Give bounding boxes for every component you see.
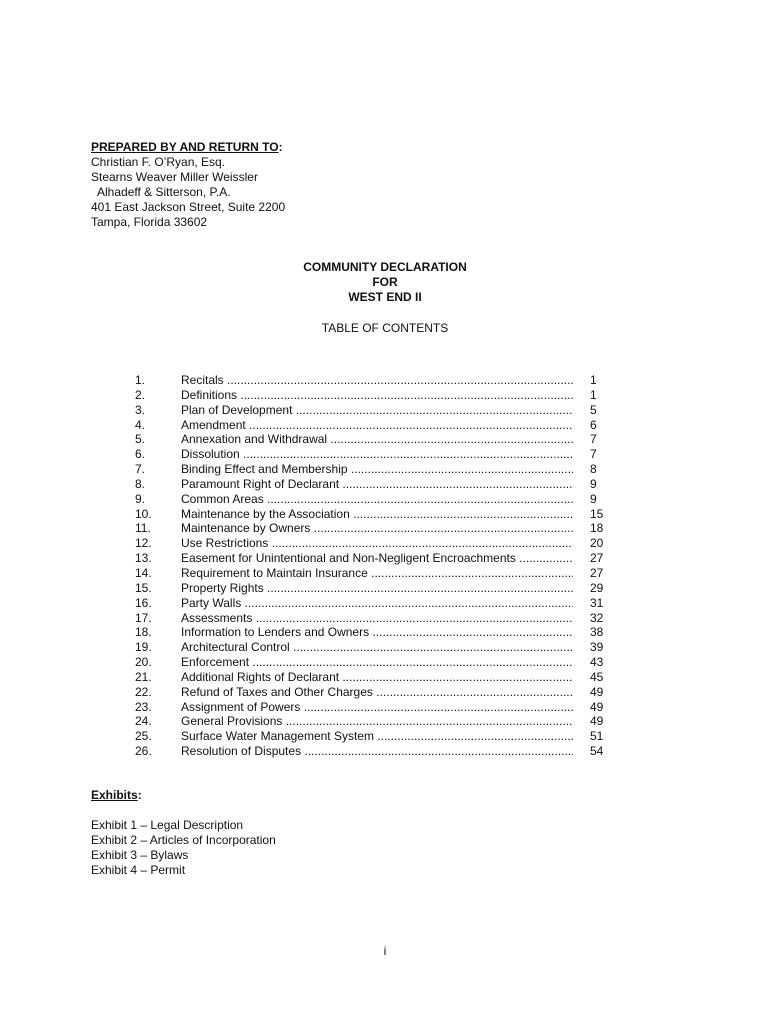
exhibit-item: Exhibit 3 – Bylaws [91,848,189,862]
toc-row [135,596,615,611]
toc-row [135,714,615,729]
toc-section-number: 20. [135,655,152,670]
title-line-1: COMMUNITY DECLARATION [303,260,467,274]
preparer-city-state-zip: Tampa, Florida 33602 [91,215,208,229]
toc-section-title: Refund of Taxes and Other Charges ..... [181,685,573,700]
toc-row [135,611,615,626]
toc-page-number: 1 [590,387,597,402]
toc-section-number: 9. [135,491,146,506]
toc-section-title: Requirement to Maintain Insurance ..... [181,566,573,581]
toc-page-number: 29 [590,580,604,595]
toc-row [135,507,615,522]
toc-section-title: Recitals ..... [181,373,573,388]
toc-row [135,744,615,759]
toc-section-title: Maintenance by the Association ..... [181,507,573,522]
toc-section-number: 18. [135,625,152,640]
toc-section-number: 26. [135,744,152,759]
toc-section-number: 16. [135,595,152,610]
toc-section-title: Paramount Right of Declarant ..... [181,477,573,492]
toc-section-number: 5. [135,432,146,447]
exhibits-block [91,788,491,878]
toc-row [135,640,615,655]
exhibit-item: Exhibit 1 – Legal Description [91,818,244,832]
toc-section-title: Enforcement ..... [181,655,573,670]
toc-section-number: 17. [135,610,152,625]
toc-page-number: 27 [590,551,604,566]
toc-section-title: Information to Lenders and Owners ..... [181,625,573,640]
toc-section-title: Party Walls ..... [181,596,573,611]
toc-section-number: 24. [135,714,152,729]
exhibit-item: Exhibit 2 – Articles of Incorporation [91,833,276,847]
toc-section-title: General Provisions ..... [181,714,573,729]
toc-section-number: 21. [135,669,152,684]
toc-row [135,700,615,715]
toc-page-number: 45 [590,669,604,684]
toc-page-number: 54 [590,744,604,759]
toc-section-number: 15. [135,580,152,595]
prepared-by-heading [91,140,491,155]
toc-section-title: Common Areas ..... [181,492,573,507]
toc-section-title: Annexation and Withdrawal ..... [181,432,573,447]
toc-row [135,492,615,507]
toc-page-number: 27 [590,565,604,580]
toc-section-title: Resolution of Disputes ..... [181,744,573,759]
preparer-firm-line-2: Alhadeff & Sitterson, P.A. [97,185,231,199]
toc-page-number: 20 [590,536,604,551]
document-title [0,260,770,305]
toc-page-number: 9 [590,476,597,491]
toc-row [135,566,615,581]
prepared-by-block [91,140,491,230]
toc-row [135,403,615,418]
toc-row [135,536,615,551]
toc-row [135,462,615,477]
toc-row [135,685,615,700]
toc-page-number: 7 [590,447,597,462]
toc-page-number: 1 [590,373,597,387]
toc-page-number: 49 [590,684,604,699]
toc-row [135,388,615,403]
toc-row [135,670,615,685]
toc-section-number: 4. [135,417,146,432]
toc-row [135,655,615,670]
toc-section-number: 10. [135,506,152,521]
table-of-contents [135,373,615,759]
toc-row [135,551,615,566]
exhibit-item: Exhibit 4 – Permit [91,863,186,877]
toc-row [135,521,615,536]
toc-section-number: 6. [135,447,146,462]
toc-row [135,581,615,596]
title-line-2: FOR [372,275,398,289]
preparer-street-address: 401 East Jackson Street, Suite 2200 [91,200,286,214]
toc-section-number: 2. [135,387,146,402]
toc-page-number: 49 [590,714,604,729]
toc-page-number: 51 [590,729,604,744]
prepared-by-heading-colon: : [278,140,283,154]
toc-row [135,625,615,640]
toc-section-title: Assessments ..... [181,611,573,626]
toc-row [135,477,615,492]
toc-page-number: 43 [590,655,604,670]
toc-row [135,729,615,744]
prepared-by-heading-text: PREPARED BY AND RETURN TO [91,140,279,154]
toc-page-number: 15 [590,506,604,521]
toc-section-title: Binding Effect and Membership ..... [181,462,573,477]
toc-section-title: Dissolution ..... [181,447,573,462]
exhibits-list [91,818,491,878]
toc-heading: TABLE OF CONTENTS [321,321,449,335]
toc-section-number: 11. [135,521,151,536]
toc-section-number: 22. [135,684,152,699]
toc-section-number: 23. [135,699,152,714]
title-line-3: WEST END II [348,290,422,304]
toc-page-number: 32 [590,610,604,625]
toc-page-number: 31 [590,595,604,610]
page-number: i [383,944,387,958]
preparer-name: Christian F. O’Ryan, Esq. [91,155,226,169]
toc-page-number: 6 [590,417,597,432]
toc-page-number: 38 [590,625,604,640]
toc-section-number: 14. [135,565,152,580]
toc-section-number: 7. [135,462,146,477]
toc-page-number: 7 [590,432,597,447]
toc-row [135,373,615,388]
toc-section-number: 25. [135,729,152,744]
toc-section-title: Additional Rights of Declarant ..... [181,670,573,685]
exhibits-heading-text: Exhibits [91,788,138,802]
toc-section-title: Easement for Unintentional and Non-Negligent Encroachments ..... [181,551,573,566]
preparer-firm-line-1: Stearns Weaver Miller Weissler [91,170,258,184]
toc-section-number: 1. [135,373,146,387]
toc-section-number: 8. [135,476,146,491]
toc-section-title: Plan of Development ..... [181,403,573,418]
toc-section-title: Architectural Control ..... [181,640,573,655]
toc-section-title: Surface Water Management System ..... [181,729,573,744]
toc-row [135,447,615,462]
toc-page-number: 39 [590,640,604,655]
toc-section-title: Amendment ..... [181,418,573,433]
toc-section-number: 13. [135,551,152,566]
toc-section-title: Property Rights ..... [181,581,573,596]
toc-section-number: 3. [135,402,146,417]
toc-section-title: Use Restrictions ..... [181,536,573,551]
exhibits-heading-colon: : [137,788,142,802]
toc-section-number: 19. [135,640,152,655]
toc-page-number: 18 [590,521,604,536]
toc-row [135,418,615,433]
toc-section-title: Definitions ..... [181,388,573,403]
toc-page-number: 49 [590,699,604,714]
toc-row [135,432,615,447]
toc-section-title: Maintenance by Owners ..... [181,521,573,536]
toc-page-number: 8 [590,462,597,477]
toc-page-number: 9 [590,491,597,506]
exhibits-heading [91,788,491,803]
toc-section-number: 12. [135,536,152,551]
toc-section-title: Assignment of Powers ..... [181,700,573,715]
toc-page-number: 5 [590,402,597,417]
